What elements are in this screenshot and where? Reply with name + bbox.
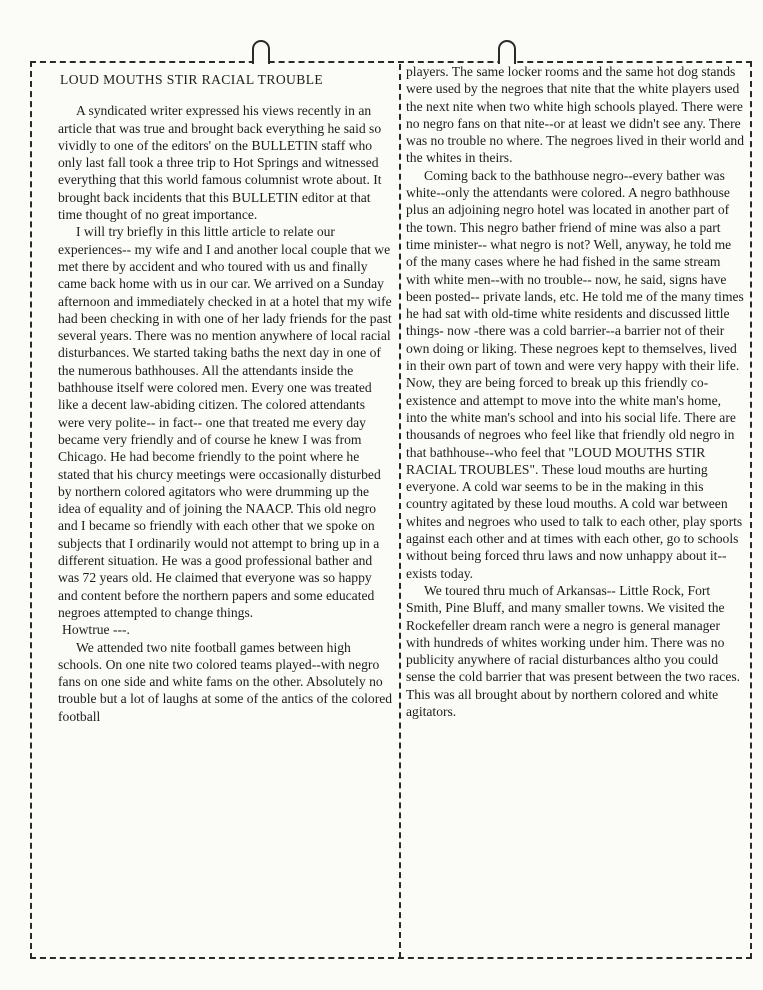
binder-hole-right (498, 40, 516, 64)
paragraph: A syndicated writer expressed his views recently in an article that was true and brought back everything he said so vividly to one of the editors' on the BULLETIN staff who only last fall took a three trip to Hot Springs and witnessed everything that this world famous columnist wrote about. It brought back incidents that this BULLETIN editor at that time thought of no great importance. (58, 103, 382, 223)
paragraph: players. The same locker rooms and the same hot dog stands were used by the negroes that nite that the white players used the next nite when two white high schools played. There were no negro fans on that nite--or at least we didn't see any. There was no trouble no where. The negroes lived in their world and the whites in theirs. (406, 64, 744, 166)
paragraph: I will try briefly in this little article to relate our experiences-- my wife and I and another local couple that we met there by accident and who toured with us and finally came back home with us in our car. We arrived on a Sunday afternoon and immediately checked in at a hotel that my wife had been checking in with one of her lady friends for the past several years. There was no mention anywhere of local racial disturbances. We started taking baths the next day in one of the numerous bathhouses. All the attendants inside the bathhouse itself were colored men. Every one was treated like a decent law-abiding citizen. The colored attendants were very polite-- in fact-- one that treated me every day became very friendly and of course he knew I was from Chicago. He had become friendly to the point where he stated that his churcy meetings were occasionally disturbed by northern colored agitators who were drumming up the idea of equality and of joining the NAACP. This old negro and I became so friendly with each other that we spoke on subjects that I ordinarily would not attempt to bring up in a different situation. He was a good professional bather and was 72 years old. He claimed that everyone was so happy and content before the northern papers and some educated negroes attempted to change things. (58, 224, 392, 620)
right-column (406, 63, 744, 720)
paragraph: We toured thru much of Arkansas-- Little Rock, Fort Smith, Pine Bluff, and many smaller towns. We visited the Rockefeller dream ranch were a negro is general manager with hundreds of whites working under him. There was no publicity anywhere of racial disturbances altho you could sense the cold barrier that was present between the two races. This was all brought about by northern colored and white agitators. (406, 582, 741, 719)
binder-hole-left (252, 40, 270, 64)
paragraph: Howtrue ---. (62, 622, 130, 638)
article-title: LOUD MOUTHS STIR RACIAL TROUBLE (60, 72, 324, 87)
paragraph: We attended two nite football games between high schools. On one nite two colored teams played--with negro fans on one side and white fams on the other. Absolutely no trouble but a lot of laughs at some of the antics of the colored football (58, 639, 393, 724)
column-divider (399, 64, 401, 958)
left-column (58, 63, 394, 725)
paragraph: Coming back to the bathhouse negro--every bather was white--only the attendants were colored. A negro bathhouse plus an adjoining negro hotel was located in another part of the town. This negro bather friend of mine was also a part time minister-- what negro is not? Well, anyway, he told me of the many cases where he had fished in the same stream with white men--with no trouble-- now, he said, signs have been posted-- private lands, etc. He told me of the many times he had sat with old-time white residents and discussed little things- now -there was a cold barrier--a barrier not of their own doing or liking. These negroes kept to themselves, lived in their own part of town and were very happy with their life. Now, they are being forced to break up this friendly co-existence and attempt to move into the white man's home, into the white man's school and into his social life. There are thousands of negroes who feel like that friendly old negro in that bathhouse--who feel that "LOUD MOUTHS STIR RACIAL TROUBLES". These loud mouths are hurting everyone. A cold war seems to be in the making in this country agitated by these loud mouths. A cold war between whites and negroes who used to talk to each other, play sports against each other and at times with each other, go to schools without being forced thru laws and now unhappy about it-- exists today. (406, 167, 744, 581)
